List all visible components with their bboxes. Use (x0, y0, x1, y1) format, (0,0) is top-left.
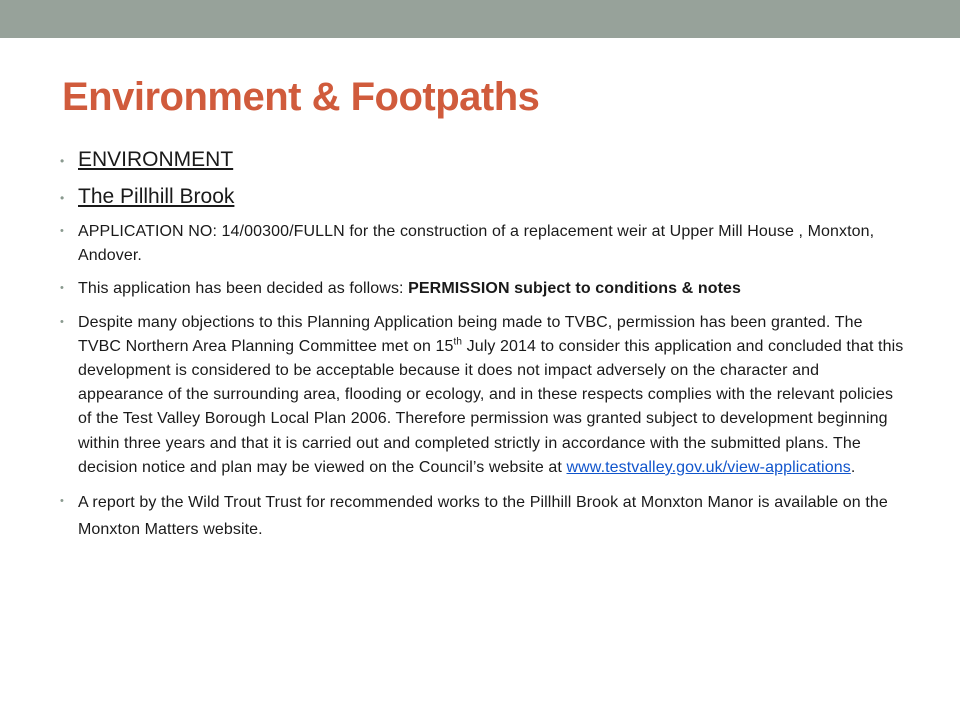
council-website-link[interactable]: www.testvalley.gov.uk/view-applications (566, 458, 851, 476)
decision-text: This application has been decided as follows: (78, 280, 409, 298)
bullet-dot-icon: • (60, 495, 64, 508)
bullet-environment (56, 146, 906, 174)
bullet-decision (56, 277, 906, 301)
despite-end: . (850, 458, 856, 476)
bullet-application (56, 220, 906, 268)
bullet-dot-icon: • (60, 225, 64, 237)
bullet-brook (56, 183, 906, 211)
bullet-despite (56, 311, 906, 480)
slide-title: Environment & Footpaths (62, 75, 540, 119)
top-decorative-bar (0, 0, 960, 38)
ordinal-suffix: th (453, 336, 463, 348)
bullet-dot-icon: • (60, 191, 65, 205)
brook-heading: The Pillhill Brook (78, 185, 235, 208)
bullet-list (56, 146, 906, 543)
report-text: A report by the Wild Trout Trust for recommended works to the Pillhill Brook at Monxton Manor is available on the Monxton Matters website. (78, 494, 888, 539)
slide-content (56, 146, 906, 552)
decision-outcome: PERMISSION subject to conditions & notes (408, 280, 742, 298)
bullet-report (56, 489, 906, 543)
bullet-dot-icon: • (60, 282, 64, 295)
application-text: APPLICATION NO: 14/00300/FULLN for the construction of a replacement weir at Upper Mill House , Monxton, Andover. (78, 223, 875, 265)
despite-text-continued: July 2014 to consider this application and concluded that this development is considered to be acceptable because it does not impact adversely on the character and appearance of the surrounding area, flooding or ecology, and in these respects complies with the relevant policies of the Test Valley Borough Local Plan 2006. Therefore permission was granted subject to development beginning within three years and that it is carried out and completed strictly in accordance with the submitted plans. The decision notice and plan may be viewed on the Council’s website at (78, 337, 904, 476)
environment-heading: ENVIRONMENT (78, 148, 234, 171)
bullet-dot-icon: • (60, 315, 64, 328)
bullet-dot-icon: • (60, 154, 65, 168)
despite-text: Despite many objections to this Planning Application being made to TVBC, permission has been granted. The TVBC Northern Area Planning Committee met on 15 (78, 313, 863, 355)
